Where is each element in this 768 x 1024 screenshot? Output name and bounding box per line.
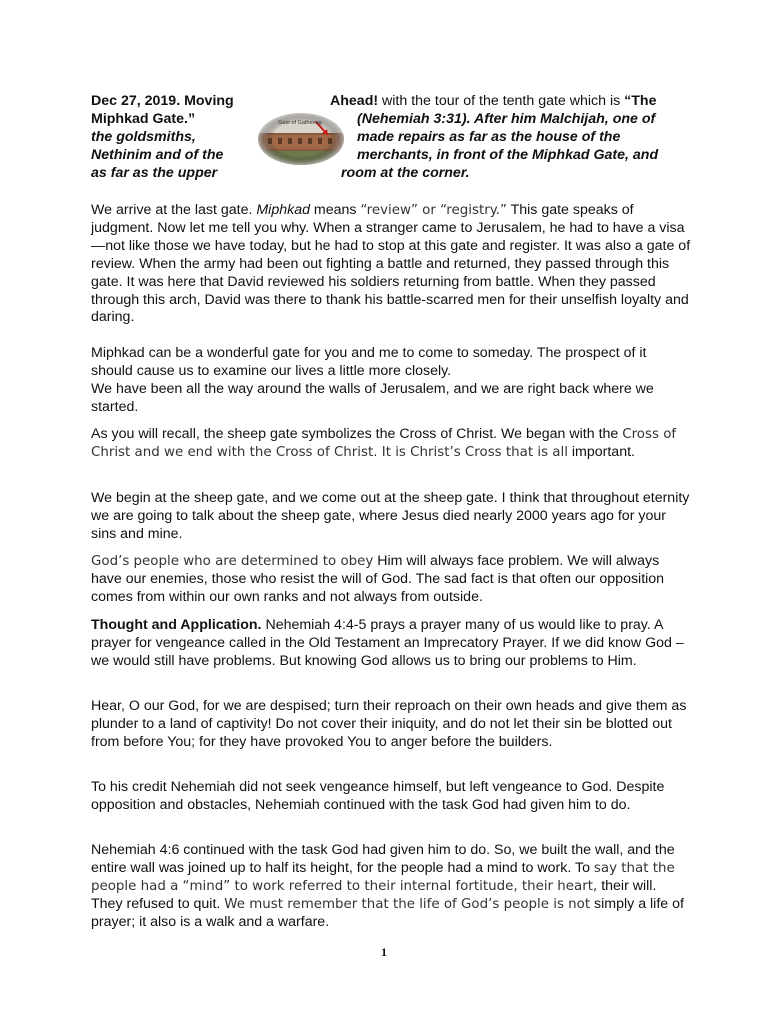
p5-text: Him will always face problem. We will always have our enemies, those who resist the will of God. The sad fact is that often our opposition comes from within our own ranks and not always from outside. bbox=[91, 553, 665, 605]
header-line3-left: the goldsmiths, bbox=[91, 129, 196, 145]
p1-review-registry: “review” or “registry.” bbox=[360, 203, 507, 218]
p9-text-c: simply a life of prayer; it also is a walk and a warfare. bbox=[91, 895, 684, 930]
header-ahead: Ahead! bbox=[330, 93, 379, 109]
p3-cross-text: Cross of Christ and we end with the Cross of Christ. It is Christ’s Cross that is all bbox=[91, 427, 677, 460]
p9-remember-text: We must remember that the life of God’s people is not bbox=[224, 896, 591, 912]
page-number: 1 bbox=[381, 945, 387, 959]
header-date: Dec 27, 2019. Moving bbox=[91, 93, 234, 109]
p1-text-b: means bbox=[309, 202, 361, 218]
p3-text-b: important. bbox=[567, 443, 635, 460]
gate-image-caption: Gate of Gathering bbox=[278, 120, 322, 126]
header-line2-right: (Nehemiah 3:31). After him Malchijah, one of bbox=[357, 111, 656, 127]
header-line1-right bbox=[330, 93, 656, 111]
paragraph-6 bbox=[91, 617, 691, 671]
p2-text-b: We have been all the way around the walls of Jerusalem, and we are right back where we started. bbox=[91, 380, 654, 415]
p7-text: Hear, O our God, for we are despised; turn their reproach on their own heads and give them as plunder to a land of captivity! Do not cover their iniquity, and do not let their sin be blotted out from before You; for they have provoked You to anger before the builders. bbox=[91, 698, 687, 750]
p9-mind-text: say that the people had a “mind” to work referred to their internal fortitude, their heart, bbox=[91, 860, 675, 894]
p6-text: Nehemiah 4:4-5 prays a prayer many of us would like to pray. A prayer for vengeance called in the Old Testament an Imprecatory Prayer. If we did know God – we would still have problems. But knowing God allows us to bring our problems to Him. bbox=[91, 617, 684, 669]
p8-text: To his credit Nehemiah did not seek vengeance himself, but left vengeance to God. Despite opposition and obstacles, Nehemiah continued with the task God had given him to do. bbox=[91, 779, 665, 813]
p9-text-b: their will. They refused to quit. bbox=[91, 877, 657, 912]
header-line4-right: merchants, in front of the Miphkad Gate, and bbox=[357, 147, 659, 163]
p1-text-c: This gate speaks of judgment. Now let me tell you why. When a stranger came to Jerusalem, he had to have a visa—not like those we have today, but he had to stop at this gate and register. It was also a gate of review. When the army had been out fighting a battle and returned, they passed through this gate. It was here that David reviewed his soldiers returning from battle. When they passed through this arch, David was there to thank his battle-scarred men for their unselfish loyalty and daring. bbox=[91, 202, 691, 326]
p9-text-a: Nehemiah 4:6 continued with the task God had given him to do. So, we built the wall, and the entire wall was joined up to half its height, for the people had a mind to work. To bbox=[91, 842, 675, 876]
header-tour-text: with the tour of the tenth gate which is bbox=[378, 93, 625, 109]
paragraph-2 bbox=[91, 345, 691, 417]
header-line4-left: Nethinim and of the bbox=[91, 147, 224, 163]
header-line5-left: as far as the upper bbox=[91, 165, 218, 181]
header-quote-open: “The bbox=[624, 93, 657, 109]
header-line5-right: room at the corner. bbox=[341, 165, 470, 181]
p1-miphkad-italic: Miphkad bbox=[256, 202, 310, 218]
paragraph-5 bbox=[91, 553, 691, 607]
header-miphkad-gate: Miphkad Gate.” bbox=[91, 111, 196, 127]
paragraph-7 bbox=[91, 698, 691, 752]
p5-gods-people: God’s people who are determined to obey bbox=[91, 554, 374, 569]
gate-illustration bbox=[258, 113, 344, 165]
p4-text: We begin at the sheep gate, and we come out at the sheep gate. I think that throughout eternity we are going to talk about the sheep gate, where Jesus died nearly 2000 years ago for your sins and mine. bbox=[91, 490, 690, 542]
thought-application-heading: Thought and Application. bbox=[91, 617, 262, 633]
paragraph-3 bbox=[91, 426, 691, 462]
p2-text-a: Miphkad can be a wonderful gate for you and me to come to someday. The prospect of it should cause us to examine our lives a little more closely. bbox=[91, 345, 647, 379]
p1-text-a: We arrive at the last gate. bbox=[91, 202, 257, 218]
paragraph-9 bbox=[91, 842, 691, 932]
p3-text-a: As you will recall, the sheep gate symbolizes the Cross of Christ. We began with the bbox=[91, 426, 623, 442]
paragraph-8 bbox=[91, 779, 691, 815]
gate-image bbox=[258, 113, 344, 165]
header-line3-right: made repairs as far as the house of the bbox=[357, 129, 621, 145]
paragraph-1 bbox=[91, 202, 691, 327]
paragraph-4 bbox=[91, 490, 691, 544]
